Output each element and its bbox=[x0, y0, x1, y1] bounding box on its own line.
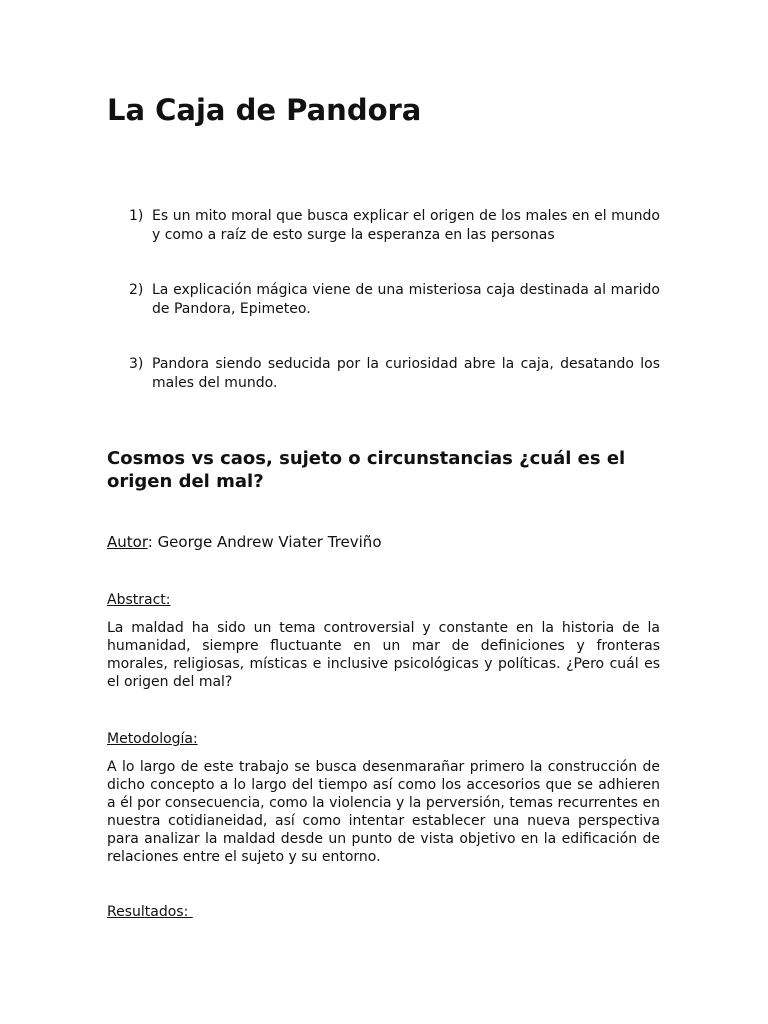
methodology-text: A lo largo de este trabajo se busca desenmarañar primero la construcción de dicho concepto a lo largo del tiempo así como los accesorios que se adhieren a él por consecuencia, como la violencia y la perversión, temas recurrentes en nuestra cotidianeidad, así como intentar establecer una nueva perspectiva para analizar la maldad desde un punto de vista objetivo en la edificación de relaciones entre el sujeto y su entorno. bbox=[107, 759, 660, 865]
author-line bbox=[107, 533, 382, 552]
methodology-heading: Metodología: bbox=[107, 731, 198, 747]
section-subtitle: Cosmos vs caos, sujeto o circunstancias ¿cuál es el origen del mal? bbox=[107, 448, 626, 492]
list-text: Es un mito moral que busca explicar el origen de los males en el mundo y como a raíz de esto surge la esperanza en las personas bbox=[152, 208, 660, 243]
abstract-text: La maldad ha sido un tema controversial y constante en la historia de la humanidad, siempre fluctuante en un mar de definiciones y fronteras morales, religiosas, místicas e inclusive psicológicas y políticas. ¿Pero cuál es el origen del mal? bbox=[107, 620, 660, 690]
list-number: 2) bbox=[129, 282, 144, 298]
abstract-heading: Abstract: bbox=[107, 592, 171, 608]
document-title: La Caja de Pandora bbox=[107, 93, 422, 127]
list-number: 1) bbox=[129, 208, 144, 224]
author-name: George Andrew Viater Treviño bbox=[157, 533, 382, 551]
author-label: Autor bbox=[107, 533, 148, 551]
list-text: La explicación mágica viene de una misteriosa caja destinada al marido de Pandora, Epimeteo. bbox=[152, 282, 660, 317]
results-heading: Resultados: bbox=[107, 904, 193, 920]
author-separator: : bbox=[147, 533, 158, 551]
list-number: 3) bbox=[129, 356, 144, 372]
list-text: Pandora siendo seducida por la curiosidad abre la caja, desatando los males del mundo. bbox=[152, 356, 660, 391]
